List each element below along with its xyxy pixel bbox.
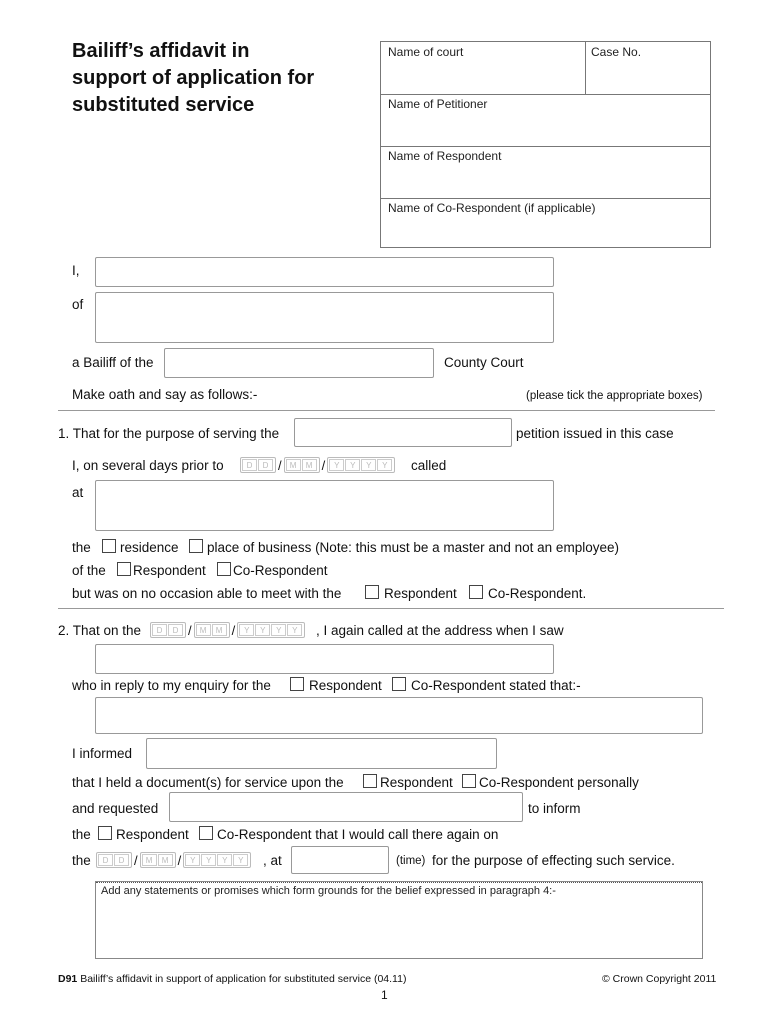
year-digit: Y: [287, 624, 302, 636]
date-slash: /: [177, 852, 182, 868]
co-respondent-label-2: Co-Respondent.: [488, 586, 587, 601]
month-digit: M: [212, 624, 227, 636]
date-slash: /: [231, 622, 236, 638]
respondent-checkbox-3[interactable]: [290, 677, 304, 691]
at-label-2: , at: [263, 853, 282, 868]
page-number: 1: [381, 988, 388, 1002]
footer-form-info: [58, 973, 406, 985]
respondent-checkbox-4[interactable]: [363, 774, 377, 788]
respondent-checkbox-5[interactable]: [98, 826, 112, 840]
month-digit: M: [302, 459, 317, 471]
month-digit: M: [142, 854, 157, 866]
year-digit: Y: [255, 624, 270, 636]
month-digit: M: [286, 459, 301, 471]
respondent-label-3: Respondent: [309, 678, 382, 693]
held-doc-text: that I held a document(s) for service upon the: [72, 775, 344, 790]
title-line-2: support of application for: [72, 67, 315, 89]
year-digit: Y: [185, 854, 200, 866]
name-of-court-field[interactable]: Name of court: [388, 45, 464, 59]
to-inform-label: to inform: [528, 801, 581, 816]
enquiry-reply-input[interactable]: [95, 697, 703, 734]
court-divider: [585, 42, 586, 94]
co-respondent-checkbox-1[interactable]: [217, 562, 231, 576]
of-the-label: of the: [72, 563, 106, 578]
next-call-month[interactable]: [140, 852, 176, 868]
year-digit: Y: [271, 624, 286, 636]
year-digit: Y: [361, 459, 376, 471]
year-digit: Y: [329, 459, 344, 471]
bailiff-court-input[interactable]: [164, 348, 434, 378]
second-call-year[interactable]: [237, 622, 305, 638]
respondent-label-4: Respondent: [380, 775, 453, 790]
requested-person-input[interactable]: [169, 792, 523, 822]
para1-line1-b: petition issued in this case: [516, 426, 674, 441]
title-line-3: substituted service: [72, 94, 255, 116]
place-of-business-checkbox[interactable]: [189, 539, 203, 553]
co-respondent-checkbox-3[interactable]: [392, 677, 406, 691]
prior-month[interactable]: [284, 457, 320, 473]
the-label-2: the: [72, 827, 91, 842]
the-label: the: [72, 540, 91, 555]
next-call-year[interactable]: [183, 852, 251, 868]
time-input[interactable]: [291, 846, 389, 874]
respondent-checkbox-2[interactable]: [365, 585, 379, 599]
month-digit: M: [158, 854, 173, 866]
statements-label: Add any statements or promises which form grounds for the belief expressed in paragraph 4:-: [101, 885, 556, 897]
deponent-address-input[interactable]: [95, 292, 554, 343]
called-address-input[interactable]: [95, 480, 554, 531]
co-respondent-stated-label: Co-Respondent stated that:-: [411, 678, 581, 693]
form-code: D91: [58, 973, 78, 985]
date-slash: /: [188, 622, 192, 638]
again-called-text: , I again called at the address when I saw: [316, 623, 564, 638]
prior-date-input[interactable]: [240, 457, 395, 473]
petition-type-input[interactable]: [294, 418, 512, 447]
date-slash: /: [134, 852, 138, 868]
year-digit: Y: [239, 624, 254, 636]
second-call-day[interactable]: [150, 622, 186, 638]
year-digit: Y: [377, 459, 392, 471]
oath-text: Make oath and say as follows:-: [72, 387, 258, 402]
place-of-business-label: place of business (Note: this must be a master and not an employee): [207, 540, 619, 555]
bailiff-label: a Bailiff of the: [72, 355, 154, 370]
year-digit: Y: [345, 459, 360, 471]
form-name: Bailiff’s affidavit in support of application for substituted service (04.11): [80, 973, 407, 985]
co-respondent-checkbox-5[interactable]: [199, 826, 213, 840]
day-digit: D: [114, 854, 129, 866]
day-digit: D: [168, 624, 183, 636]
deponent-name-input[interactable]: [95, 257, 554, 287]
co-respondent-checkbox-4[interactable]: [462, 774, 476, 788]
month-digit: M: [196, 624, 211, 636]
county-court-label: County Court: [444, 355, 524, 370]
case-no-field[interactable]: Case No.: [591, 45, 642, 59]
i-label: I,: [72, 263, 80, 278]
statements-textarea[interactable]: [95, 881, 703, 959]
i-informed-label: I informed: [72, 746, 133, 761]
divider-2: [58, 608, 724, 609]
day-digit: D: [98, 854, 113, 866]
respondent-checkbox-1[interactable]: [117, 562, 131, 576]
residence-checkbox[interactable]: [102, 539, 116, 553]
second-call-month[interactable]: [194, 622, 230, 638]
court-details-box: [380, 41, 711, 248]
para1-line2-b: called: [411, 458, 447, 473]
co-respondent-call-label: Co-Respondent that I would call there again on: [217, 827, 499, 842]
year-digit: Y: [201, 854, 216, 866]
name-of-co-respondent-field[interactable]: Name of Co-Respondent (if applicable): [388, 201, 596, 215]
next-call-date-input[interactable]: [96, 852, 251, 868]
time-label: (time): [396, 855, 426, 867]
respondent-label-2: Respondent: [384, 586, 457, 601]
of-label: of: [72, 297, 84, 312]
at-label: at: [72, 485, 84, 500]
para1-line1-a: 1. That for the purpose of serving the: [58, 426, 280, 441]
the-label-3: the: [72, 853, 91, 868]
tick-note: (please tick the appropriate boxes): [526, 390, 703, 402]
respondent-label-1: Respondent: [133, 563, 206, 578]
para1-line2-a: I, on several days prior to: [72, 458, 224, 473]
form-title: [72, 38, 314, 119]
residence-label: residence: [120, 540, 179, 555]
year-digit: Y: [233, 854, 248, 866]
name-of-petitioner-field[interactable]: Name of Petitioner: [388, 97, 488, 111]
and-requested-label: and requested: [72, 801, 159, 816]
copyright-notice: © Crown Copyright 2011: [602, 973, 717, 985]
date-slash: /: [278, 457, 282, 473]
who-reply-text: who in reply to my enquiry for the: [72, 678, 271, 693]
next-call-day[interactable]: [96, 852, 132, 868]
day-digit: D: [152, 624, 167, 636]
statements-top-rule: [96, 882, 702, 883]
title-line-1: Bailiff’s affidavit in: [72, 40, 250, 62]
divider-1: [58, 410, 715, 411]
name-of-respondent-field[interactable]: Name of Respondent: [388, 149, 502, 163]
co-respondent-personally-label: Co-Respondent personally: [479, 775, 639, 790]
informed-person-input[interactable]: [146, 738, 497, 769]
person-seen-input[interactable]: [95, 644, 554, 674]
purpose-text: for the purpose of effecting such service.: [432, 853, 675, 868]
co-respondent-label-1: Co-Respondent: [233, 563, 328, 578]
day-digit: D: [242, 459, 257, 471]
respondent-label-5: Respondent: [116, 827, 189, 842]
date-slash: /: [321, 457, 326, 473]
prior-year[interactable]: [327, 457, 395, 473]
year-digit: Y: [217, 854, 232, 866]
no-occasion-text: but was on no occasion able to meet with the: [72, 586, 342, 601]
co-respondent-checkbox-2[interactable]: [469, 585, 483, 599]
day-digit: D: [258, 459, 273, 471]
para2-on-the: 2. That on the: [58, 623, 142, 638]
prior-day[interactable]: [240, 457, 276, 473]
second-call-date-input[interactable]: [150, 622, 305, 638]
